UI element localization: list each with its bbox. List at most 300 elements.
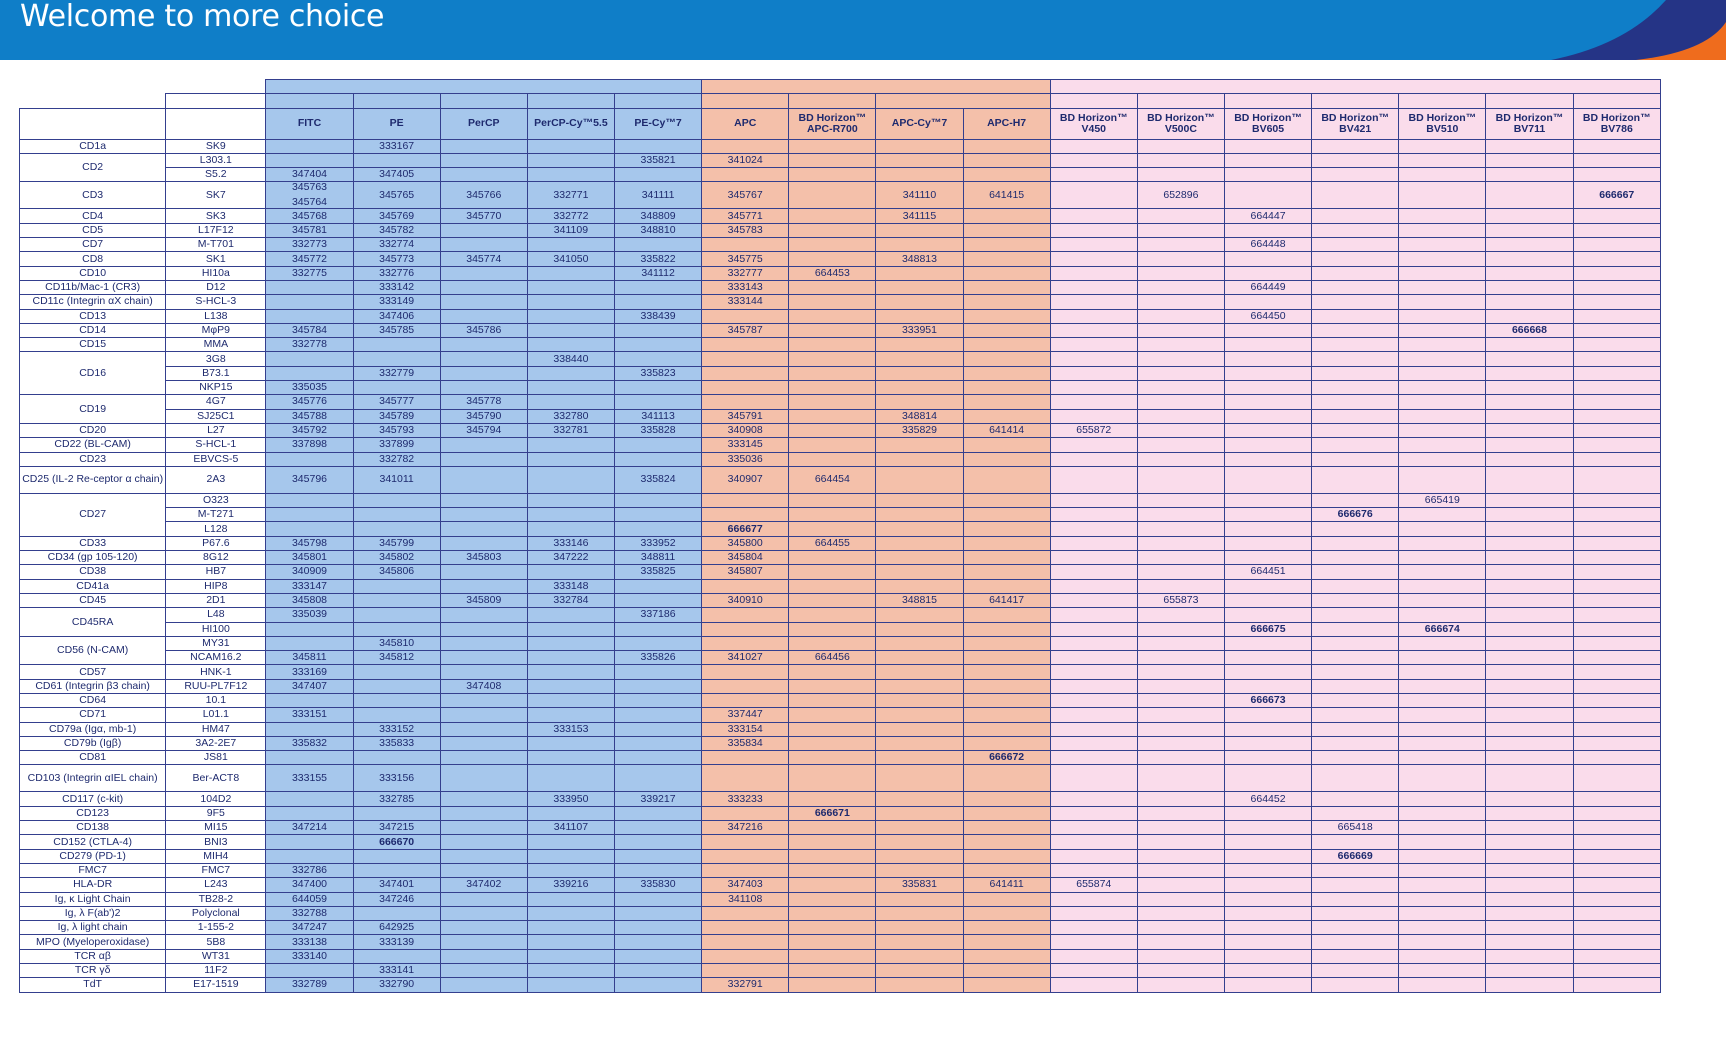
clone-cell: BNI3: [166, 835, 266, 849]
marker-cell: CD103 (Integrin αIEL chain): [20, 765, 166, 792]
clone-cell: L27: [166, 423, 266, 437]
catalog-cell: 333169: [266, 665, 353, 679]
catalog-cell: [353, 693, 440, 707]
catalog-cell: [1224, 636, 1311, 650]
catalog-cell: [1573, 949, 1660, 963]
catalog-cell: 347402: [440, 878, 527, 892]
catalog-cell: [266, 792, 353, 806]
catalog-cell: [876, 906, 963, 920]
catalog-cell: 666669: [1312, 849, 1399, 863]
catalog-cell: [789, 381, 876, 395]
emission-row: [20, 94, 1661, 108]
catalog-cell: 341050: [527, 252, 614, 266]
clone-cell: P67.6: [166, 536, 266, 550]
catalog-cell: [614, 622, 701, 636]
fluorochrome-line2: V450: [1081, 122, 1107, 135]
clone-cell: 5B8: [166, 935, 266, 949]
catalog-cell: [1399, 722, 1486, 736]
catalog-cell: [1312, 493, 1399, 507]
catalog-cell: [1137, 978, 1224, 992]
catalog-cell: 347400: [266, 878, 353, 892]
catalog-cell: [876, 722, 963, 736]
catalog-cell: [876, 493, 963, 507]
catalog-cell: 345810: [353, 636, 440, 650]
catalog-cell: [1312, 295, 1399, 309]
table-row: [20, 238, 1661, 252]
clone-cell: 8G12: [166, 551, 266, 565]
clone-cell: S-HCL-3: [166, 295, 266, 309]
catalog-cell: [353, 806, 440, 820]
catalog-cell: [789, 223, 876, 237]
catalog-cell: [266, 493, 353, 507]
catalog-cell: [440, 863, 527, 877]
catalog-cell: [1312, 438, 1399, 452]
catalog-cell: 337898: [266, 438, 353, 452]
catalog-cell: [440, 280, 527, 294]
catalog-cell: [1312, 679, 1399, 693]
table-row: [20, 266, 1661, 280]
marker-cell: CD79b (Igβ): [20, 736, 166, 750]
catalog-cell: 332772: [527, 209, 614, 223]
catalog-cell: [1486, 636, 1573, 650]
clone-cell: 2A3: [166, 466, 266, 493]
catalog-cell: 655873: [1137, 593, 1224, 607]
catalog-cell: 664453: [789, 266, 876, 280]
catalog-cell: [266, 182, 353, 209]
catalog-cell: [1224, 935, 1311, 949]
catalog-cell: [1224, 906, 1311, 920]
catalog-cell: [614, 352, 701, 366]
catalog-cell: 345784: [266, 323, 353, 337]
catalog-cell: [1399, 708, 1486, 722]
catalog-cell: [789, 693, 876, 707]
catalog-cell: [1050, 182, 1137, 209]
catalog-cell: [1399, 323, 1486, 337]
clone-cell: 1-155-2: [166, 921, 266, 935]
catalog-cell: [1573, 238, 1660, 252]
catalog-cell: [1312, 168, 1399, 182]
catalog-cell: 333950: [527, 792, 614, 806]
catalog-cell: [963, 622, 1050, 636]
catalog-cell: 347401: [353, 878, 440, 892]
catalog-cell: 341115: [876, 209, 963, 223]
catalog-cell: [1573, 579, 1660, 593]
catalog-cell: [1312, 338, 1399, 352]
catalog-cell: [614, 921, 701, 935]
catalog-cell: [440, 906, 527, 920]
fluorochrome-line1: BD Horizon™: [798, 111, 867, 124]
emission-cell: [702, 94, 789, 108]
fluorochrome-header: [527, 108, 614, 139]
catalog-cell: [1399, 153, 1486, 167]
catalog-cell: [1573, 565, 1660, 579]
marker-cell: CD4: [20, 209, 166, 223]
catalog-cell: [963, 565, 1050, 579]
catalog-cell: [702, 849, 789, 863]
catalog-cell: [440, 892, 527, 906]
catalog-cell: 345770: [440, 209, 527, 223]
catalog-cell: [527, 338, 614, 352]
catalog-cell: [440, 765, 527, 792]
catalog-cell: [1137, 863, 1224, 877]
catalog-cell: [1224, 608, 1311, 622]
catalog-cell: [1486, 280, 1573, 294]
table-row: [20, 223, 1661, 237]
catalog-cell: 345806: [353, 565, 440, 579]
catalog-cell: [789, 323, 876, 337]
catalog-cell: [1137, 565, 1224, 579]
catalog-cell: [789, 892, 876, 906]
catalog-cell: [1486, 295, 1573, 309]
marker-cell: CD138: [20, 821, 166, 835]
catalog-cell: [614, 280, 701, 294]
catalog-cell: 333140: [266, 949, 353, 963]
catalog-cell: [1573, 835, 1660, 849]
catalog-cell: [789, 964, 876, 978]
catalog-cell: [440, 792, 527, 806]
catalog-cell: [1399, 679, 1486, 693]
table-row: [20, 708, 1661, 722]
catalog-cell: [876, 381, 963, 395]
catalog-cell: [1312, 806, 1399, 820]
catalog-cell: [440, 352, 527, 366]
catalog-cell: [266, 806, 353, 820]
catalog-cell: 652896: [1137, 182, 1224, 209]
table-row: [20, 935, 1661, 949]
catalog-cell: [614, 323, 701, 337]
catalog-cell: [266, 522, 353, 536]
catalog-cell: [1486, 209, 1573, 223]
catalog-cell: [1486, 693, 1573, 707]
catalog-cell: [1224, 751, 1311, 765]
catalog-cell: 341107: [527, 821, 614, 835]
catalog-cell: 335831: [876, 878, 963, 892]
catalog-cell: [1137, 693, 1224, 707]
catalog-cell: [1050, 452, 1137, 466]
catalog-cell: 332773: [266, 238, 353, 252]
catalog-cell: [1050, 266, 1137, 280]
catalog-cell: [876, 863, 963, 877]
marker-cell: Ig, κ Light Chain: [20, 892, 166, 906]
catalog-cell: 345807: [702, 565, 789, 579]
clone-cell: JS81: [166, 751, 266, 765]
catalog-cell: [1137, 438, 1224, 452]
marker-cell: CD152 (CTLA-4): [20, 835, 166, 849]
catalog-cell: [1224, 736, 1311, 750]
catalog-cell: 664449: [1224, 280, 1311, 294]
catalog-cell: [1312, 466, 1399, 493]
catalog-cell: 347214: [266, 821, 353, 835]
catalog-cell: 341011: [353, 466, 440, 493]
marker-cell: CD14: [20, 323, 166, 337]
catalog-cell: [1573, 493, 1660, 507]
catalog-cell: [1137, 906, 1224, 920]
catalog-cell: [1486, 551, 1573, 565]
catalog-cell: [1399, 751, 1486, 765]
catalog-cell: [963, 352, 1050, 366]
fluorochrome-header: [1224, 108, 1311, 139]
catalog-cell: 345786: [440, 323, 527, 337]
catalog-cell: [1486, 579, 1573, 593]
clone-cell: TB28-2: [166, 892, 266, 906]
marker-cell: TCR γδ: [20, 964, 166, 978]
fluorochrome-line1: FITC: [297, 117, 322, 130]
fluorochrome-line2: BV711: [1513, 122, 1546, 135]
catalog-cell: [1050, 551, 1137, 565]
catalog-cell: [1486, 493, 1573, 507]
catalog-cell: [1312, 409, 1399, 423]
catalog-cell: [702, 906, 789, 920]
catalog-cell: [702, 493, 789, 507]
catalog-cell: [1573, 266, 1660, 280]
catalog-cell: [1050, 522, 1137, 536]
catalog-cell: [1399, 892, 1486, 906]
catalog-cell: [789, 906, 876, 920]
catalog-cell: 345775: [702, 252, 789, 266]
catalog-cell: [1312, 878, 1399, 892]
catalog-cell: 348811: [614, 551, 701, 565]
catalog-cell: [266, 636, 353, 650]
catalog-cell: [614, 679, 701, 693]
catalog-cell: [1050, 751, 1137, 765]
catalog-cell: [527, 381, 614, 395]
catalog-cell: 335036: [702, 452, 789, 466]
clone-cell: Polyclonal: [166, 906, 266, 920]
catalog-cell: 345812: [353, 651, 440, 665]
catalog-cell: [1224, 722, 1311, 736]
catalog-cell: [963, 522, 1050, 536]
catalog-cell: [527, 466, 614, 493]
catalog-cell: [1224, 708, 1311, 722]
catalog-cell: 340910: [702, 593, 789, 607]
catalog-cell: 333144: [702, 295, 789, 309]
catalog-cell: [1573, 665, 1660, 679]
catalog-cell: [527, 493, 614, 507]
catalog-cell: [1050, 223, 1137, 237]
catalog-cell: [353, 849, 440, 863]
catalog-cell: [614, 522, 701, 536]
catalog-cell: [527, 395, 614, 409]
catalog-cell: [1050, 665, 1137, 679]
catalog-cell: [1050, 168, 1137, 182]
catalog-cell: [963, 381, 1050, 395]
table-row: [20, 182, 1661, 209]
catalog-cell: 332789: [266, 978, 353, 992]
marker-cell: CD56 (N-CAM): [20, 636, 166, 665]
decorative-swoosh-graphic: [1506, 0, 1726, 60]
catalog-cell: [1399, 381, 1486, 395]
catalog-cell: 345771: [702, 209, 789, 223]
catalog-cell: [1137, 821, 1224, 835]
catalog-cell: [266, 622, 353, 636]
catalog-cell: 332786: [266, 863, 353, 877]
catalog-cell: 339217: [614, 792, 701, 806]
catalog-cell: [1224, 522, 1311, 536]
marker-cell: Ig, λ light chain: [20, 921, 166, 935]
clone-cell: WT31: [166, 949, 266, 963]
catalog-cell: 664451: [1224, 565, 1311, 579]
catalog-cell: [527, 323, 614, 337]
catalog-cell: 655874: [1050, 878, 1137, 892]
fluorochrome-line1: PE: [389, 117, 404, 130]
catalog-cell: 333139: [353, 935, 440, 949]
catalog-cell: [1399, 608, 1486, 622]
emission-cell: [1312, 94, 1399, 108]
catalog-cell: [1573, 139, 1660, 153]
catalog-cell: [963, 139, 1050, 153]
catalog-cell: [789, 438, 876, 452]
catalog-cell: [789, 751, 876, 765]
catalog-cell: [1312, 636, 1399, 650]
catalog-cell: [963, 679, 1050, 693]
laser-header-blue: [266, 80, 702, 94]
catalog-cell: [527, 708, 614, 722]
catalog-cell: [1486, 423, 1573, 437]
marker-cell: CD81: [20, 751, 166, 765]
catalog-cell: [266, 366, 353, 380]
catalog-cell: [1312, 863, 1399, 877]
catalog-cell: [702, 806, 789, 820]
catalog-cell: [876, 835, 963, 849]
catalog-cell: [963, 252, 1050, 266]
catalog-cell: 345793: [353, 423, 440, 437]
catalog-cell: [1224, 466, 1311, 493]
fluorochrome-line2: V500C: [1164, 122, 1197, 135]
catalog-cell: 666671: [789, 806, 876, 820]
catalog-cell: 341112: [614, 266, 701, 280]
catalog-cell: [1399, 409, 1486, 423]
catalog-cell: [1573, 608, 1660, 622]
catalog-cell: [963, 309, 1050, 323]
catalog-cell: [1573, 978, 1660, 992]
catalog-cell: [1050, 622, 1137, 636]
catalog-cell: [702, 665, 789, 679]
catalog-cell: [789, 280, 876, 294]
fluorochrome-line1: BD Horizon™: [1495, 111, 1564, 124]
emission-cell: [1399, 94, 1486, 108]
catalog-cell: [527, 964, 614, 978]
catalog-cell: 332780: [527, 409, 614, 423]
table-row: [20, 452, 1661, 466]
marker-cell: HLA-DR: [20, 878, 166, 892]
catalog-cell: [1312, 651, 1399, 665]
catalog-cell: 333151: [266, 708, 353, 722]
catalog-cell: [1573, 438, 1660, 452]
catalog-cell: [614, 849, 701, 863]
clone-cell: 4G7: [166, 395, 266, 409]
catalog-cell: [702, 508, 789, 522]
catalog-cell: 337447: [702, 708, 789, 722]
catalog-cell: [876, 466, 963, 493]
catalog-cell: [1573, 651, 1660, 665]
fluorochrome-header: [1137, 108, 1224, 139]
catalog-cell: 345778: [440, 395, 527, 409]
catalog-cell: [440, 964, 527, 978]
catalog-cell: [527, 679, 614, 693]
clone-cell: HI100: [166, 622, 266, 636]
catalog-cell: [963, 168, 1050, 182]
emission-cell: [266, 94, 353, 108]
fluorochrome-header: [353, 108, 440, 139]
catalog-cell: [1399, 835, 1486, 849]
catalog-cell: [876, 565, 963, 579]
catalog-cell: [1312, 139, 1399, 153]
catalog-cell: 333141: [353, 964, 440, 978]
catalog-cell: [1312, 736, 1399, 750]
catalog-cell: 332790: [353, 978, 440, 992]
catalog-cell: 348815: [876, 593, 963, 607]
clone-cell: SK7: [166, 182, 266, 209]
catalog-cell: 666674: [1399, 622, 1486, 636]
table-row: [20, 409, 1661, 423]
fluorochrome-line1: APC: [734, 117, 757, 130]
clone-cell: SK1: [166, 252, 266, 266]
catalog-cell: [353, 579, 440, 593]
catalog-cell: [702, 751, 789, 765]
catalog-cell: [876, 295, 963, 309]
catalog-cell: [702, 309, 789, 323]
catalog-cell: [1486, 238, 1573, 252]
table-row: [20, 765, 1661, 792]
fluorochrome-line1: BD Horizon™: [1582, 111, 1651, 124]
catalog-cell: [614, 395, 701, 409]
catalog-cell: [1312, 182, 1399, 209]
emission-cell: [353, 94, 440, 108]
catalog-cell: [1399, 821, 1486, 835]
catalog-cell: 345794: [440, 423, 527, 437]
catalog-cell: [614, 168, 701, 182]
catalog-cell: [1312, 765, 1399, 792]
catalog-cell: [876, 280, 963, 294]
catalog-cell: [1312, 579, 1399, 593]
catalog-cell: [527, 906, 614, 920]
catalog-cell: [1399, 551, 1486, 565]
catalog-cell: 335822: [614, 252, 701, 266]
catalog-cell: [702, 579, 789, 593]
catalog-cell: [614, 493, 701, 507]
catalog-cell: 340907: [702, 466, 789, 493]
catalog-cell: [1050, 209, 1137, 223]
catalog-cell: [1312, 395, 1399, 409]
catalog-cell: [527, 892, 614, 906]
table-row: [20, 964, 1661, 978]
catalog-cell: [1224, 921, 1311, 935]
catalog-cell: [789, 722, 876, 736]
catalog-cell: [440, 978, 527, 992]
catalog-cell: [527, 622, 614, 636]
catalog-cell: 347406: [353, 309, 440, 323]
catalog-cell: [1224, 978, 1311, 992]
catalog-cell: [527, 765, 614, 792]
catalog-cell: 335834: [702, 736, 789, 750]
table-row: [20, 806, 1661, 820]
catalog-cell: [1486, 309, 1573, 323]
marker-cell: TCR αβ: [20, 949, 166, 963]
table-row: [20, 381, 1661, 395]
catalog-cell: [527, 651, 614, 665]
clone-cell: L48: [166, 608, 266, 622]
catalog-cell: [963, 964, 1050, 978]
catalog-cell: 335832: [266, 736, 353, 750]
catalog-cell: [1137, 295, 1224, 309]
catalog-cell: [1137, 835, 1224, 849]
catalog-cell: [876, 806, 963, 820]
catalog-cell: 644059: [266, 892, 353, 906]
catalog-cell: [963, 849, 1050, 863]
catalog-cell: [789, 821, 876, 835]
clone-cell: 9F5: [166, 806, 266, 820]
catalog-cell: 333146: [527, 536, 614, 550]
